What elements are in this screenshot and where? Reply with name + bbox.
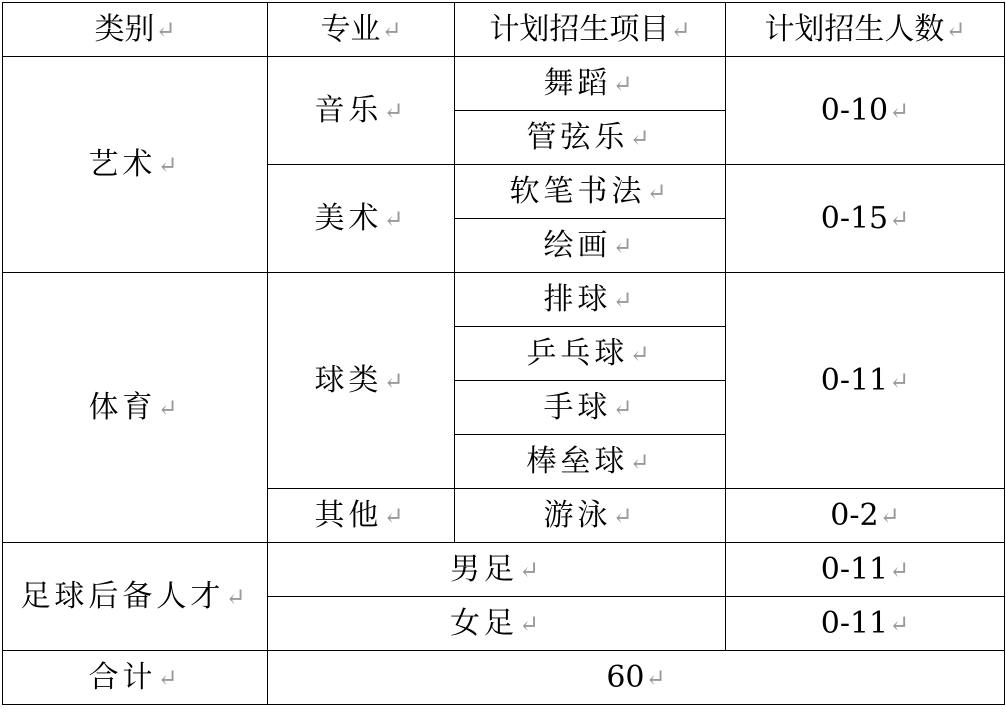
header-major: 专业 ↵ [268, 3, 455, 57]
project-cell: 乒乓球 ↵ [455, 327, 726, 381]
project-cell: 绘画 ↵ [455, 219, 726, 273]
header-project: 计划招生项目 ↵ [455, 3, 726, 57]
count-ball: 0-11 ↵ [726, 273, 1005, 489]
major-fine-art: 美术 ↵ [268, 165, 455, 273]
count-men-football: 0-11 ↵ [726, 543, 1005, 597]
count-fine-art: 0-15 ↵ [726, 165, 1005, 273]
total-row [3, 651, 1005, 705]
project-cell: 管弦乐 ↵ [455, 111, 726, 165]
project-cell: 女足 ↵ [268, 597, 726, 651]
major-music: 音乐 ↵ [268, 57, 455, 165]
table-row [3, 57, 1005, 111]
category-pe: 体育 ↵ [3, 273, 268, 543]
category-art: 艺术 ↵ [3, 57, 268, 273]
count-other: 0-2 ↵ [726, 489, 1005, 543]
count-music: 0-10 ↵ [726, 57, 1005, 165]
table-row [3, 543, 1005, 597]
project-cell: 手球 ↵ [455, 381, 726, 435]
enrollment-plan-table [2, 2, 1005, 705]
major-ball: 球类 ↵ [268, 273, 455, 489]
header-category: 类别 ↵ [3, 3, 268, 57]
table-header-row [3, 3, 1005, 57]
category-football: 足球后备人才 ↵ [3, 543, 268, 651]
project-cell: 游泳 ↵ [455, 489, 726, 543]
project-cell: 棒垒球 ↵ [455, 435, 726, 489]
project-cell: 男足 ↵ [268, 543, 726, 597]
project-cell: 软笔书法 ↵ [455, 165, 726, 219]
total-label: 合计 ↵ [3, 651, 268, 705]
total-value: 60 ↵ [268, 651, 1005, 705]
project-cell: 排球 ↵ [455, 273, 726, 327]
header-count: 计划招生人数 ↵ [726, 3, 1005, 57]
table-row [3, 273, 1005, 327]
project-cell: 舞蹈 ↵ [455, 57, 726, 111]
count-women-football: 0-11 ↵ [726, 597, 1005, 651]
major-other: 其他 ↵ [268, 489, 455, 543]
